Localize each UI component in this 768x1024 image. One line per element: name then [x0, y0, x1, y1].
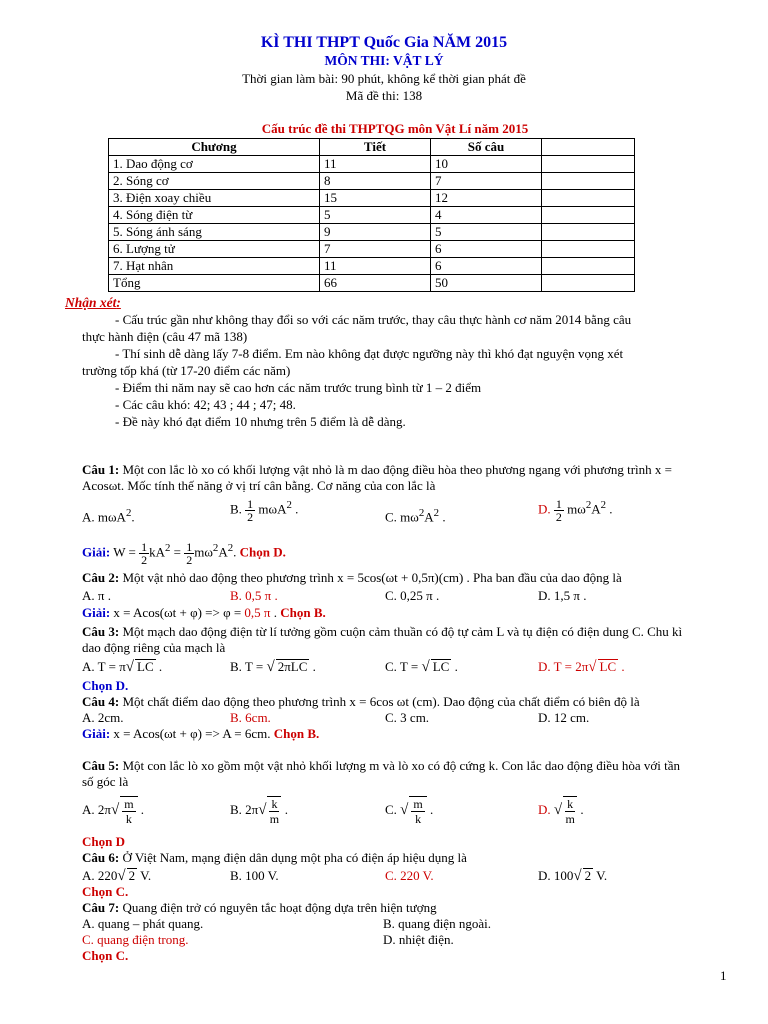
table-cell: 7. Hạt nhân — [109, 258, 320, 275]
table-row — [109, 224, 635, 241]
q6-option-a: A. 220√ 2 V. — [82, 868, 152, 884]
table-cell: 11 — [320, 258, 431, 275]
opt-text: V. — [137, 868, 152, 883]
table-cell: Tổng — [109, 275, 320, 292]
question-text: Một vật nhỏ dao động theo phương trình x = 5cos(ωt + 0,5π)(cm) . Pha ban đầu của dao động là — [119, 570, 622, 585]
table-cell: 7 — [320, 241, 431, 258]
sup: 2 — [212, 542, 219, 554]
exam-title: KÌ THI THPT Quốc Gia NĂM 2015 — [260, 34, 508, 51]
question-label: Câu 7: — [82, 900, 120, 915]
q1-option-d: D. $\frac{1}{2}$ $m\omega^2A^2$ . — [538, 496, 613, 524]
opt-text: C. — [385, 801, 397, 817]
frac-den: 2 — [555, 509, 562, 524]
opt-text: A. 220 — [82, 868, 118, 883]
comments-label-text: Nhận xét — [65, 295, 117, 310]
table-cell: 3. Điện xoay chiều — [109, 190, 320, 207]
table-header-cell — [542, 139, 635, 156]
frac-den: 2 — [141, 552, 148, 567]
table-cell: 8 — [320, 173, 431, 190]
q1-option-c: C. $m\omega^2A^2$ . — [385, 507, 446, 525]
opt-text: V. — [593, 868, 608, 883]
q2-option-c: C. 0,25 π . — [385, 588, 440, 603]
fraction — [267, 796, 281, 826]
table-cell: 1. Dao động cơ — [109, 156, 320, 173]
question-label: Câu 1: — [82, 462, 120, 477]
sup: 2 — [433, 507, 440, 519]
answer-choice: Chọn B. — [280, 605, 326, 620]
frac-den: 2 — [247, 509, 254, 524]
opt-text: A. mωA — [82, 509, 126, 525]
q4-option-c: C. 3 cm. — [385, 710, 430, 725]
q5-option-c: C. √ $\frac{m}{k}$ . — [385, 797, 434, 826]
table-cell: 6 — [431, 241, 542, 258]
sol-text: x = Acos(ωt + φ) => A = 6cm. — [113, 726, 271, 741]
question-label: Câu 6: — [82, 850, 120, 865]
opt-text: D. — [538, 501, 551, 517]
table-cell — [542, 156, 635, 173]
table-cell — [542, 173, 635, 190]
frac-num: 1 — [247, 496, 254, 511]
q3-option-b: B. T = √ 2πLC . — [230, 659, 316, 675]
table-row — [109, 190, 635, 207]
table-cell: 66 — [320, 275, 431, 292]
frac-num: k — [567, 797, 574, 811]
table-cell — [542, 241, 635, 258]
table-cell: 4 — [431, 207, 542, 224]
table-cell: 2. Sóng cơ — [109, 173, 320, 190]
table-row — [109, 207, 635, 224]
solution-label: Giải: — [82, 544, 111, 560]
q1-solution: Giải: W = $\frac{1}{2}$ $kA^2$ = $\frac{1}{2}$ $m\omega^2A^2$. Chọn D. — [82, 539, 286, 567]
fraction — [409, 796, 426, 826]
radicand: 2 — [128, 868, 136, 883]
frac-den: k — [415, 812, 422, 826]
question-3-text2: dao động riêng của mạch là — [82, 640, 226, 655]
exam-time: Thời gian làm bài: 90 phút, không kể thời gian phát đề — [242, 71, 526, 86]
table-cell — [542, 275, 635, 292]
exam-code: Mã đề thi: 138 — [345, 88, 423, 103]
sup: 2 — [286, 499, 292, 511]
q2-option-b: B. 0,5 π . — [230, 588, 278, 603]
fraction — [563, 796, 577, 826]
table-cell — [542, 258, 635, 275]
opt-text: mω — [567, 501, 586, 517]
fraction — [554, 498, 564, 523]
q3-option-a: A. T = π√ LC . — [82, 659, 163, 675]
sol-text: mω — [194, 544, 213, 560]
opt-text: B. — [230, 501, 242, 517]
opt-text: B. T = — [230, 659, 264, 674]
q7-option-a: A. quang – phát quang. — [82, 916, 204, 931]
sol-text: A — [218, 544, 228, 560]
q3-option-c: C. T = √ LC . — [385, 659, 458, 675]
question-label: Câu 5: — [82, 758, 120, 773]
sol-text: kA — [149, 544, 165, 560]
sol-text: x = Acos(ωt + φ) => φ = — [113, 605, 242, 620]
question-5-text2: số góc là — [82, 774, 129, 789]
frac-den: k — [125, 812, 132, 826]
question-3 — [82, 624, 734, 640]
comment-line: - Cấu trúc gần như không thay đổi so với các năm trước, thay câu thực hành cơ năm 2014 bằng câu — [115, 312, 632, 327]
q5-option-b: B. 2π√ $\frac{k}{m}$ . — [230, 797, 288, 826]
comment-line: thực hành điện (câu 47 mã 138) — [82, 329, 248, 344]
sup: 2 — [125, 507, 132, 519]
q2-solution: Giải: x = Acos(ωt + φ) => φ = 0,5 π . Chọn B. — [82, 605, 326, 620]
q1-option-b: B. $\frac{1}{2}$ mωA$^2$ . — [230, 496, 299, 524]
question-text: Một chất điểm dao động theo phương trình x = 6cos ωt (cm). Dao động của chất điểm có biên độ là — [119, 694, 640, 709]
table-cell: 12 — [431, 190, 542, 207]
opt-text: A. 2π — [82, 801, 111, 817]
question-text: Quang điện trở có nguyên tắc hoạt động dựa trên hiện tượng — [119, 900, 437, 915]
page-number: 1 — [720, 968, 727, 983]
radicand: 2πLC — [277, 659, 308, 674]
exam-subject: MÔN THI: VẬT LÝ — [324, 53, 444, 68]
comments-label: Nhận xét: — [65, 295, 121, 310]
q6-answer: Chọn C. — [82, 884, 129, 899]
sol-text: = — [173, 544, 181, 560]
q4-option-d: D. 12 cm. — [538, 710, 590, 725]
question-2 — [82, 570, 734, 586]
q5-option-a: A. 2π√ $\frac{m}{k}$ . — [82, 797, 145, 826]
solution-label: Giải: — [82, 726, 111, 741]
sup: 2 — [418, 507, 425, 519]
q7-answer: Chọn C. — [82, 948, 129, 963]
table-row — [109, 156, 635, 173]
q7-option-d: D. nhiệt điện. — [383, 932, 454, 947]
comment-line: trường tốp khá (từ 17-20 điểm các năm) — [82, 363, 291, 378]
question-text: Một con lắc lò xo gồm một vật nhỏ khối lượng m và lò xo có độ cứng k. Con lắc dao động điều hòa với tần — [119, 758, 680, 773]
radicand: LC — [432, 659, 450, 674]
frac-num: 1 — [186, 539, 193, 554]
table-cell: 50 — [431, 275, 542, 292]
opt-text: D. — [538, 801, 551, 817]
table-cell: 10 — [431, 156, 542, 173]
frac-num: m — [124, 797, 134, 811]
sup: 2 — [600, 499, 607, 511]
q2-option-d: D. 1,5 π . — [538, 588, 587, 603]
solution-label: Giải: — [82, 605, 111, 620]
q7-option-b: B. quang điện ngoài. — [383, 916, 491, 931]
question-label: Câu 2: — [82, 570, 120, 585]
question-7 — [82, 900, 734, 916]
q4-option-b: B. 6cm. — [230, 710, 271, 725]
table-cell: 15 — [320, 190, 431, 207]
frac-num: 1 — [555, 496, 562, 511]
table-cell: 5. Sóng ánh sáng — [109, 224, 320, 241]
q5-option-d: D. √ $\frac{k}{m}$ . — [538, 797, 584, 826]
question-4 — [82, 694, 734, 710]
answer-choice: Chọn B. — [273, 726, 320, 741]
fraction — [139, 541, 149, 566]
opt-text: D. T = 2π — [538, 659, 589, 674]
table-cell: 4. Sóng điện từ — [109, 207, 320, 224]
q3-answer: Chọn D. — [82, 678, 129, 693]
comment-line: - Đề này khó đạt điểm 10 nhưng trên 5 điểm là dễ dàng. — [115, 414, 406, 429]
question-text: Một con lắc lò xo có khối lượng vật nhỏ là m dao động điều hòa theo phương ngang với phương trình x = — [119, 462, 672, 477]
table-header-cell: Chương — [109, 139, 320, 156]
table-header-cell: Tiết — [320, 139, 431, 156]
opt-text: D. 100 — [538, 868, 574, 883]
q6-option-d: D. 100√ 2 V. — [538, 868, 608, 884]
question-text: Ở Việt Nam, mạng điện dân dụng một pha có điện áp hiệu dụng là — [119, 850, 467, 865]
table-cell — [542, 224, 635, 241]
fraction — [120, 796, 137, 826]
comment-line: - Điểm thi năm nay sẽ cao hơn các năm trước trung bình từ 1 – 2 điểm — [115, 380, 482, 395]
table-cell: 6. Lượng tử — [109, 241, 320, 258]
table-row — [109, 241, 635, 258]
question-label: Câu 4: — [82, 694, 120, 709]
opt-text: A. T = π — [82, 659, 126, 674]
table-title: Cấu trúc đề thi THPTQG môn Vật Lí năm 2015 — [261, 121, 529, 136]
frac-den: m — [269, 812, 280, 826]
q1-option-a: A. mωA$^2$. — [82, 507, 135, 525]
sup: 2 — [227, 542, 234, 554]
question-label: Câu 3: — [82, 624, 120, 639]
opt-text: C. mω — [385, 509, 419, 525]
table-cell — [542, 207, 635, 224]
comment-line: - Các câu khó: 42; 43 ; 44 ; 47; 48. — [115, 397, 296, 412]
question-6 — [82, 850, 734, 866]
q6-option-b: B. 100 V. — [230, 868, 279, 883]
table-cell: 7 — [431, 173, 542, 190]
q3-option-d: D. T = 2π√ LC . — [538, 659, 625, 675]
table-header-cell: Số câu — [431, 139, 542, 156]
question-1-text2: Acosωt. Mốc tính thế năng ở vị trí cân bằng. Cơ năng của con lắc là — [82, 478, 436, 493]
sup: 2 — [585, 499, 592, 511]
frac-den: 2 — [186, 552, 193, 567]
opt-text: C. T = — [385, 659, 419, 674]
q5-answer: Chọn D — [82, 834, 125, 849]
sol-text: W = — [113, 544, 136, 560]
table-row — [109, 275, 635, 292]
table-cell: 11 — [320, 156, 431, 173]
table-row — [109, 258, 635, 275]
table-cell: 6 — [431, 258, 542, 275]
table-row — [109, 173, 635, 190]
q2-option-a: A. π . — [82, 588, 111, 603]
q4-solution — [82, 726, 319, 742]
sol-value: 0,5 π — [244, 605, 271, 620]
q4-option-a: A. 2cm. — [82, 710, 124, 725]
table-cell: 5 — [431, 224, 542, 241]
opt-text: mωA — [258, 501, 287, 517]
question-text: Một mạch dao động điện từ lí tưởng gồm cuộn cảm thuần có độ tự cảm L và tụ điện có điện dung C. Chu kì — [119, 624, 683, 639]
radicand: LC — [599, 659, 617, 674]
table-cell: 5 — [320, 207, 431, 224]
opt-text: B. 2π — [230, 801, 259, 817]
sup: 2 — [164, 542, 171, 554]
answer-choice: Chọn D. — [239, 544, 286, 560]
frac-num: 1 — [141, 539, 148, 554]
comment-line: - Thí sinh dễ dàng lấy 7-8 điểm. Em nào không đạt được ngưỡng này thì khó đạt nguyện vọng xét — [115, 346, 624, 361]
radicand: LC — [137, 659, 154, 674]
table-header-row — [109, 139, 635, 156]
table-cell — [542, 190, 635, 207]
fraction — [245, 498, 255, 523]
table-cell: 9 — [320, 224, 431, 241]
structure-table — [108, 138, 635, 292]
q6-option-c: C. 220 V. — [385, 868, 434, 883]
fraction — [184, 541, 194, 566]
frac-num: m — [413, 797, 423, 811]
radicand: 2 — [584, 868, 592, 883]
q7-option-c: C. quang điện trong. — [82, 932, 189, 947]
question-5 — [82, 758, 734, 774]
frac-num: k — [271, 797, 278, 811]
question-1 — [82, 462, 734, 478]
frac-den: m — [565, 812, 575, 826]
